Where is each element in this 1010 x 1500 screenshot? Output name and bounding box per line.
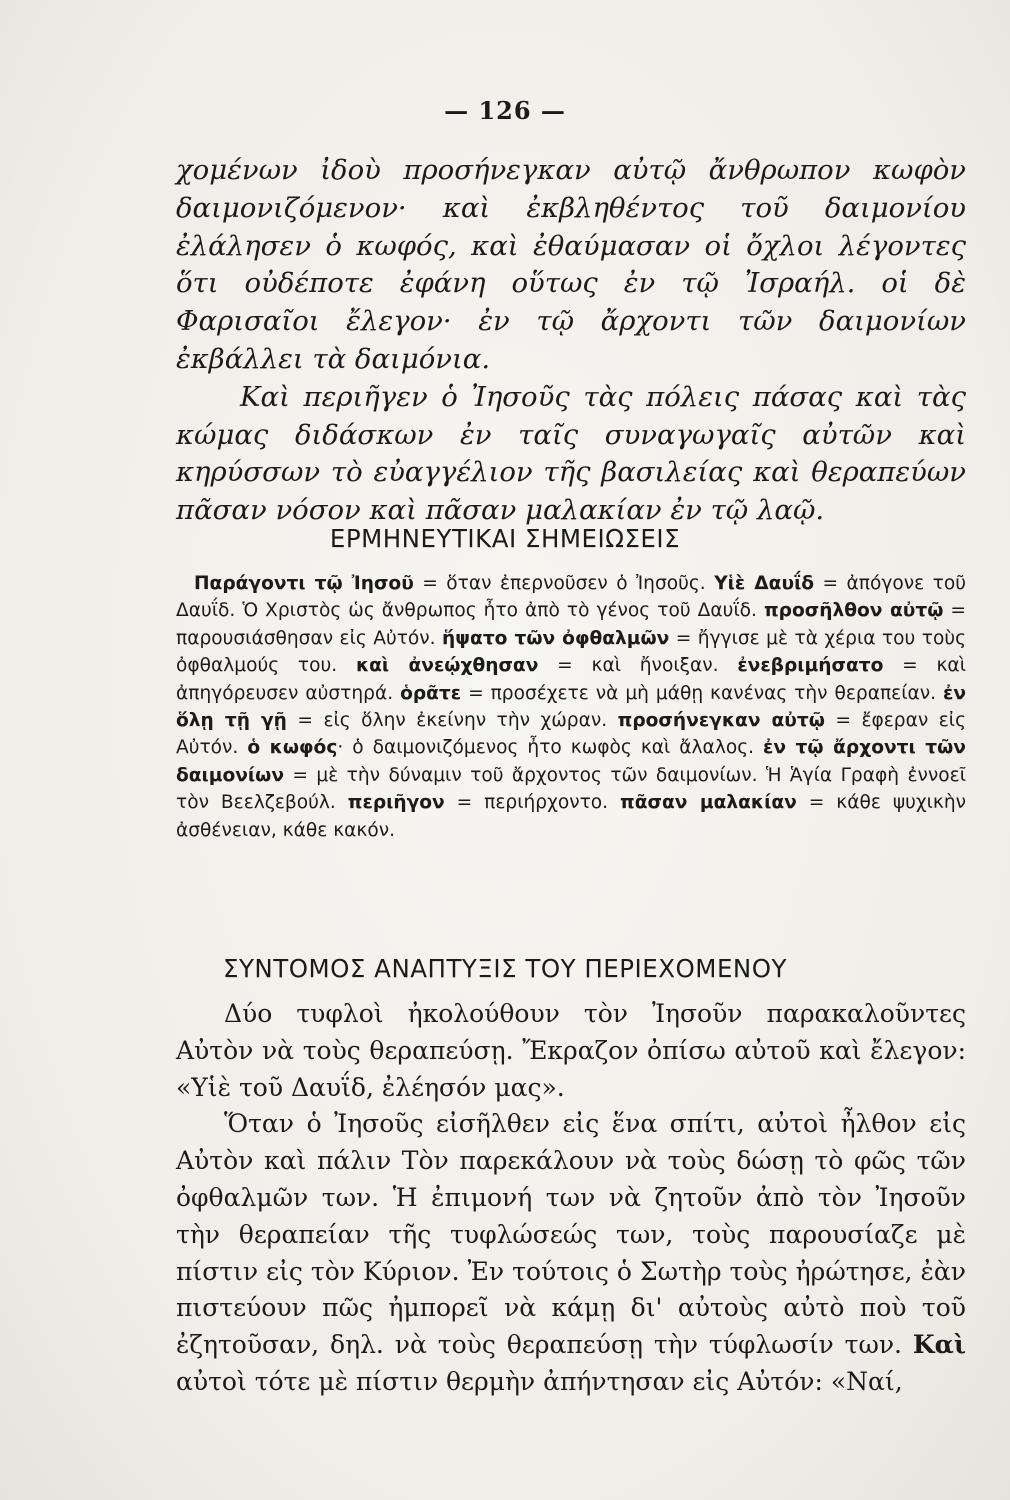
note-term: Παράγοντι τῷ Ἰησοῦ (194, 573, 414, 594)
note-term: προσήνεγκαν αὐτῷ (617, 710, 825, 732)
note-term: περιῆγον (347, 792, 445, 814)
summary-bold-word: Καὶ (912, 1330, 966, 1360)
summary-paragraph-2 (176, 1106, 966, 1400)
note-def: = παρουσιάσθησαν εἰς Αὐτόν. (176, 600, 966, 649)
note-term: ἐν ὅλῃ τῇ γῇ (176, 682, 966, 732)
notes-block (176, 570, 966, 844)
summary-paragraph-1: Δύο τυφλοὶ ἠκολούθουν τὸν Ἰησοῦν παρακαλοῦντες Αὐτὸν νὰ τοὺς θεραπεύσῃ. Ἔκραζον ὀπίσω αὐτοῦ καὶ ἔλεγον: «Υἱὲ τοῦ Δαυΐδ, ἐλέησόν μας». (176, 999, 966, 1102)
gospel-text (176, 152, 966, 530)
note-term: ἐν τῷ ἄρχοντι τῶν δαιμονίων (176, 737, 966, 786)
note-def: = ὅταν ἐπερνοῦσεν ὁ Ἰησοῦς. (413, 573, 715, 594)
note-term: ὁρᾶτε (400, 682, 462, 704)
notes-heading: ΕΡΜΗΝΕΥΤΙΚΑΙ ΣΗΜΕΙΩΣΕΙΣ (329, 524, 681, 553)
note-term: καὶ ἀνεῴχθησαν (355, 655, 539, 677)
summary-text (176, 996, 966, 1401)
gospel-paragraph-2: Καὶ περιῆγεν ὁ Ἰησοῦς τὰς πόλεις πάσας καὶ τὰς κώμας διδάσκων ἐν ταῖς συναγωγαῖς αὐτῶν καὶ κηρύσσων τὸ εὐαγγέλιον τῆς βασιλείας καὶ θεραπεύων πᾶσαν νόσον καὶ πᾶσαν μαλακίαν ἐν τῷ λαῷ. (176, 380, 966, 527)
note-def: = κάθε ψυχικὴν ἀσθένειαν, κάθε κακόν. (176, 792, 967, 841)
note-term: ἐνεβριμήσατο (737, 655, 884, 677)
note-def: = καὶ ἤνοιξαν. (538, 655, 738, 677)
note-def: = μὲ τὴν δύναμιν τοῦ ἄρχοντος τῶν δαιμονίων. Ἡ Ἁγία Γραφὴ ἐννοεῖ τὸν Βεελζεβούλ. (176, 764, 966, 814)
note-def: = περιήρχοντο. (444, 792, 621, 814)
note-term: ὁ κωφός (247, 737, 338, 759)
gospel-paragraph-1: χομένων ἰδοὺ προσήνεγκαν αὐτῷ ἄνθρωπον κωφὸν δαιμονιζόμενον· καὶ ἐκβληθέντος τοῦ δαιμονίου ἐλάλησεν ὁ κωφός, καὶ ἐθαύμασαν οἱ ὄχλοι λέγοντες ὅτι οὐδέποτε ἐφάνη οὕτως ἐν τῷ Ἰσραήλ. οἱ δὲ Φαρισαῖοι ἔλεγον· ἐν τῷ ἄρχοντι τῶν δαιμονίων ἐκβάλλει τὰ δαιμόνια. (176, 154, 966, 375)
note-def: = ἔφεραν εἰς Αὐτόν. (176, 710, 966, 759)
summary-heading: ΣΥΝΤΟΜΟΣ ΑΝΑΠΤΥΞΙΣ ΤΟΥ ΠΕΡΙΕΧΟΜΕΝΟΥ (222, 954, 788, 983)
note-term: πᾶσαν μαλακίαν (620, 792, 797, 814)
note-def: = καὶ ἀπηγόρευσεν αὐστηρά. (176, 655, 966, 704)
note-def: = ἀπόγονε τοῦ Δαυΐδ. Ὁ Χριστὸς ὡς ἄνθρωπος ἦτο ἀπὸ τὸ γένος τοῦ Δαυΐδ. (176, 573, 966, 622)
note-def: = ἤγγισε μὲ τὰ χέρια του τοὺς ὀφθαλμούς του. (176, 627, 966, 677)
note-def: · ὁ δαιμονιζόμενος ἦτο κωφὸς καὶ ἄλαλος. (337, 737, 763, 759)
summary-paragraph-2-body: Ὅταν ὁ Ἰησοῦς εἰσῆλθεν εἰς ἕνα σπίτι, αὐτοὶ ἦλθον εἰς Αὐτὸν καὶ πάλιν Τὸν παρεκάλουν νὰ τοὺς δώσῃ τὸ φῶς τῶν ὀφθαλμῶν των. Ἡ ἐπιμονή των νὰ ζητοῦν ἀπὸ τὸν Ἰησοῦν τὴν θεραπείαν τῆς τυφλώσεώς των, τοὺς παρουσίαζε μὲ πίστιν εἰς τὸν Κύριον. Ἐν τούτοις ὁ Σωτὴρ τοὺς ἠρώτησε, ἐὰν πιστεύουν πῶς ἠμπορεῖ νὰ κάμῃ δι' αὐτοὺς αὐτὸ ποὺ τοῦ ἐζητοῦσαν, δηλ. νὰ τοὺς θεραπεύσῃ τὴν τύφλωσίν των. (176, 1109, 966, 1360)
note-def: = εἰς ὅλην ἐκείνην τὴν χώραν. (286, 710, 618, 732)
page-number: — 126 — (444, 96, 566, 125)
note-def: = προσέχετε νὰ μὴ μάθῃ κανένας τὴν θεραπείαν. (461, 682, 943, 704)
note-term: προσῆλθον αὐτῷ (763, 600, 944, 622)
note-term: ἥψατο τῶν ὀφθαλμῶν (442, 627, 670, 649)
summary-paragraph-2-tail: αὐτοὶ τότε μὲ πίστιν θερμὴν ἀπήντησαν εἰς Αὐτόν: «Ναί, (176, 1366, 903, 1396)
note-term: Υἱὲ Δαυΐδ (714, 573, 815, 594)
